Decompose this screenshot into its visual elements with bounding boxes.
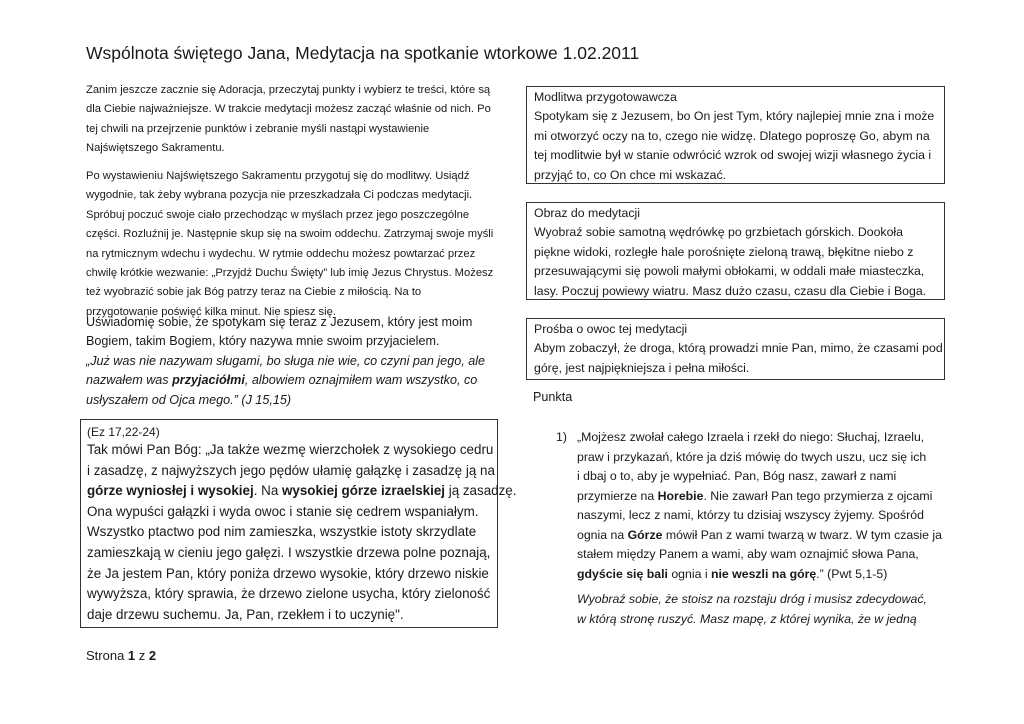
point-1-text (577, 428, 947, 584)
text-line: piękne widoki, rozległe hale porośnięte zieloną trawą, błękitne niebo z (534, 244, 914, 259)
page-title: Wspólnota świętego Jana, Medytacja na spotkanie wtorkowe 1.02.2011 (86, 43, 640, 63)
box-title: Obraz do medytacji (534, 206, 640, 220)
text-line: przymierze na Horebie. Nie zawarł Pan tego przymierza z ojcami (577, 488, 933, 503)
text-line: stałem między Panem a wami, aby wam oznajmić słowa Pana, (577, 547, 919, 561)
prayer-box (526, 86, 945, 184)
image-box (526, 202, 945, 300)
text-line: tej chwili na przejrzenie punktów i zebranie myśli nastąpi wystawienie (86, 122, 430, 135)
text-line: dla Ciebie najważniejsze. W trakcie medytacji możesz zacząć właśnie od nich. Po (86, 103, 491, 116)
text-line: Abym zobaczył, że droga, którą prowadzi mnie Pan, mimo, że czasami pod (534, 341, 943, 356)
text-line: lasy. Poczuj powiewy wiatru. Masz dużo czasu, czasu dla Ciebie i Boga. (534, 283, 927, 298)
text-line: przygotowanie poświęć kilka minut. Nie spiesz się. (86, 305, 336, 318)
intro-paragraph-1 (86, 81, 506, 159)
total-pages: 2 (148, 648, 157, 663)
text-line: Uświadomię sobie, że spotykam się teraz z Jezusem, który jest moim (86, 315, 473, 329)
text-line: Bogiem, takim Bogiem, który nazywa mnie swoim przyjacielem. (86, 334, 440, 349)
quote-line: nazwałem was przyjaciółmi, albowiem oznajmiłem wam wszystko, co (86, 373, 478, 388)
text-line: chwilę krótkie wezwanie: „Przyjdź Duchu Święty” lub imię Jezus Chrystus. Możesz (86, 267, 494, 280)
text-line: Wyobraź sobie, że stoisz na rozstaju dróg i musisz zdecydować, (577, 592, 927, 606)
text-line: tej modlitwie był w stanie odwrócić wzrok od swojej wizji własnego życia i (534, 148, 932, 163)
text-line: Po wystawieniu Najświętszego Sakramentu przygotuj się do modlitwy. Usiądź (86, 170, 470, 182)
points-heading: Punkta (533, 390, 573, 404)
text-line: wywyższa, który sprawia, że drzewo zielone usycha, który zieloność (87, 586, 491, 602)
text-line: górze wyniosłej i wysokiej. Na wysokiej górze izraelskiej ją zasadzę. (87, 483, 517, 499)
text-line: Tak mówi Pan Bóg: „Ja także wezmę wierzchołek z wysokiego cedru (87, 442, 494, 457)
request-box (526, 318, 945, 380)
text-line: górę, jest najpiękniejsza i pełna miłości. (534, 360, 750, 375)
text-line: części. Rozluźnij je. Następnie skup się na swoim oddechu. Zatrzymaj swoje myśli (86, 228, 494, 241)
text-line: wygodnie, tak żeby wybrana pozycja nie przeszkadzała Ci podczas medytacji. (86, 189, 473, 202)
ezekiel-box (80, 419, 517, 628)
text-line: Wyobraź sobie samotną wędrówkę po grzbietach górskich. Dookoła (534, 225, 903, 240)
text-line: zamieszkają w cieniu jego gałęzi. I wszystkie drzewa polne poznają, (87, 544, 491, 560)
page-footer: Strona 1 z 2 (86, 648, 157, 663)
quote-line: usłyszałem od Ojca mego.” (J 15,15) (86, 392, 292, 407)
text-line: daje drzewu suchemu. Ja, Pan, rzekłem i to uczynię". (87, 606, 404, 622)
text-line: praw i przykazań, które ja dziś mówię do twych uszu, ucz się ich (577, 449, 927, 464)
text-line: Spotykam się z Jezusem, bo On jest Tym, który najlepiej mnie zna i może (534, 109, 935, 124)
current-page: 1 (127, 648, 136, 663)
intro-paragraph-2 (86, 167, 506, 322)
text-line: przesuwającymi się powoli małymi obłokami, w oddali małe miasteczka, (534, 264, 925, 279)
text-line: i zasadzę, z najwyższych jego pędów ułamię gałązkę i zasadzę ją na (87, 462, 495, 478)
text-line: i dbaj o to, aby je wypełniać. Pan, Bóg nasz, zawarł z nami (577, 469, 897, 483)
quote-line: „Już was nie nazywam sługami, bo sługa nie wie, co czyni pan jego, ale (86, 353, 486, 368)
text-line: naszymi, lecz z nami, którzy tu dzisiaj wszyscy żyjemy. Spośród (577, 508, 924, 522)
box-title: Prośba o owoc tej medytacji (534, 322, 688, 336)
text-line: Ona wypuści gałązki i wyda owoc i stanie się cedrem wspaniałym. (87, 503, 479, 519)
awareness-paragraph (86, 313, 506, 410)
ezekiel-text (87, 440, 517, 625)
text-line: że Ja jestem Pan, który poniża drzewo wysokie, który drzewo niskie (87, 565, 489, 581)
text-line: przyjąć to, co On chce mi wskazać. (534, 167, 727, 182)
text-line: też wyobrazić sobie jak Bóg patrzy teraz na Ciebie z miłością. Na to (86, 286, 422, 299)
box-title: Modlitwa przygotowawcza (534, 90, 677, 104)
text-line: w którą stronę ruszyć. Masz mapę, z której wynika, że w jedną (577, 611, 917, 626)
text-line: na rytmicznym wdechu i wydechu. W rytmie oddechu możesz powtarzać przez (86, 247, 476, 260)
text-line: Najświętszego Sakramentu. (86, 142, 225, 155)
text-line: „Mojżesz zwołał całego Izraela i rzekł do niego: Słuchaj, Izraelu, (577, 430, 925, 444)
text-line: ognia na Górze mówił Pan z wami twarzą w twarz. W tym czasie ja (577, 527, 942, 542)
text-line: Spróbuj poczuć swoje ciało przechodząc w myślach przez jego poszczególne (86, 208, 470, 221)
text-line: Wszystko ptactwo pod nim zamieszka, wszystkie istoty skrzydlate (87, 524, 477, 540)
ezekiel-reference: (Ez 17,22-24) (87, 425, 160, 439)
text-line: mi otworzyć oczy na to, czego nie widzę. Dlatego poproszę Go, abym na (534, 128, 930, 143)
point-number: 1) (556, 430, 567, 444)
text-line: Zanim jeszcze zacznie się Adoracja, przeczytaj punkty i wybierz te treści, które są (86, 84, 491, 96)
point-1-imagine (577, 590, 947, 629)
text-line: gdyście się bali ognia i nie weszli na górę.” (Pwt 5,1-5) (577, 566, 888, 581)
